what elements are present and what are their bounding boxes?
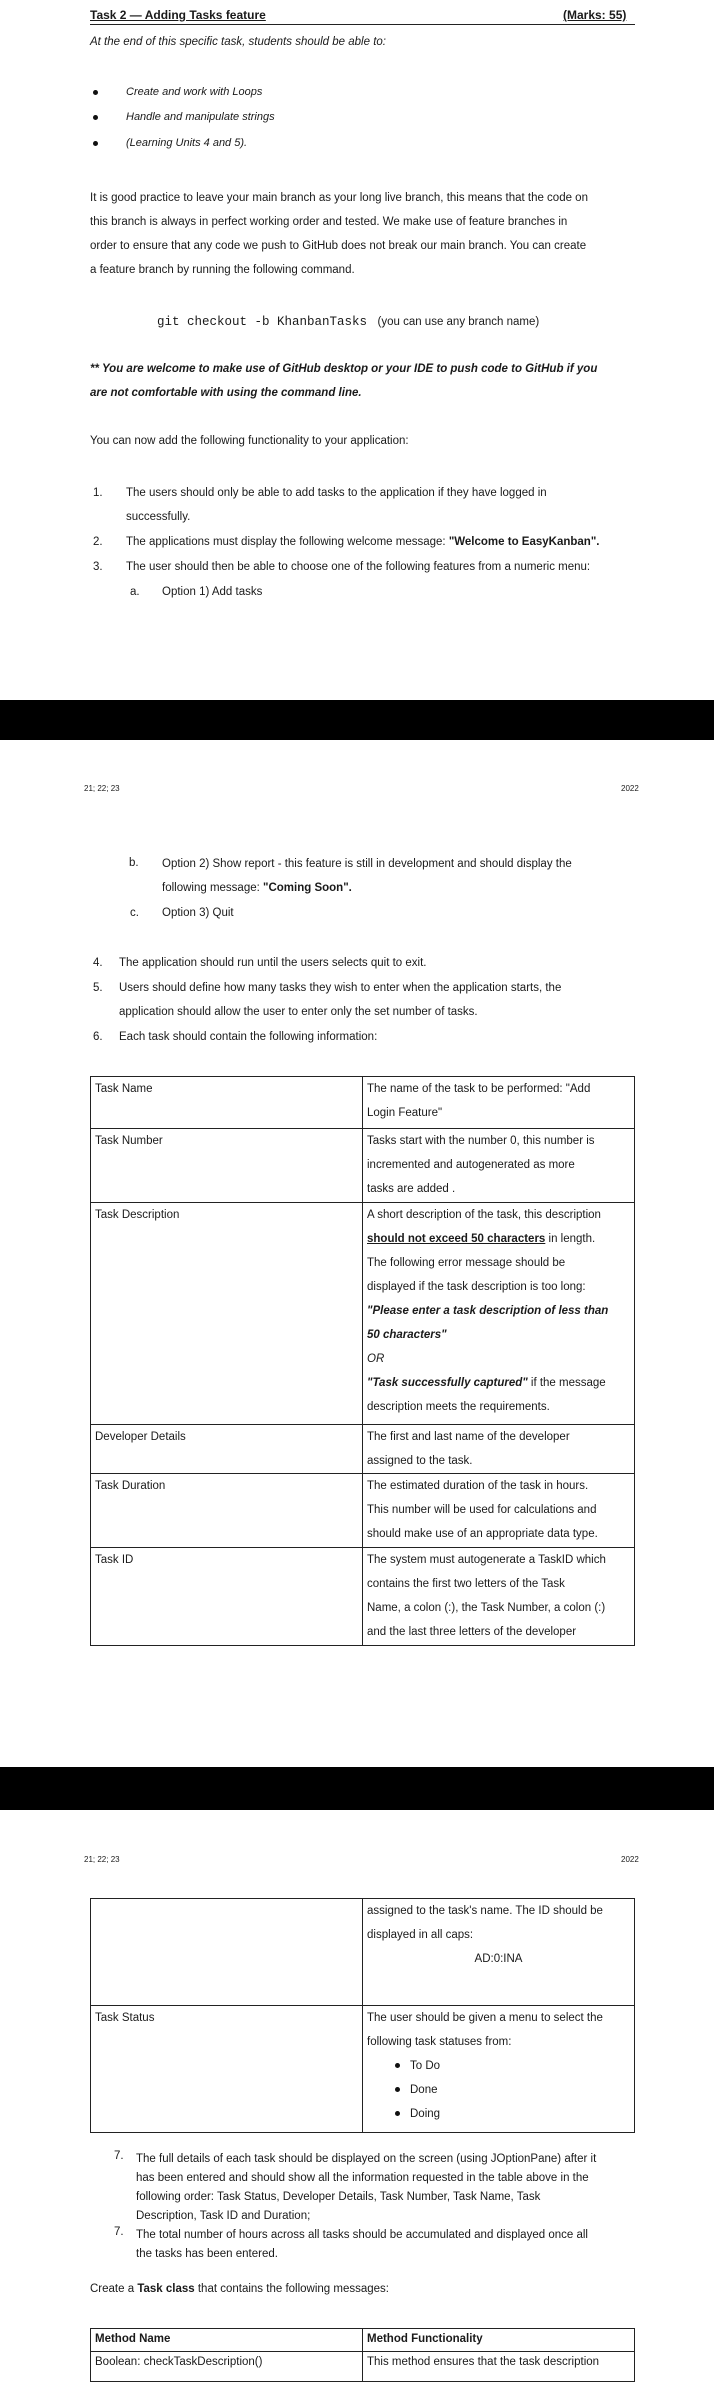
requirement-line: has been entered and should show all the information requested in the table above in the <box>136 2172 589 2184</box>
option-line <box>162 876 572 900</box>
page-separator <box>0 1767 714 1810</box>
requirement-1 <box>126 481 547 529</box>
table-key: Task Number <box>91 1129 363 1203</box>
table-key: Task Duration <box>91 1474 363 1548</box>
requirement-7-total-hours <box>136 2226 588 2264</box>
sub-item-label: a. <box>130 586 140 598</box>
item-number: 2. <box>93 536 103 548</box>
menu-option-3: Option 3) Quit <box>162 907 234 919</box>
requirement-3: The user should then be able to choose one of the following features from a numeric menu: <box>126 561 591 573</box>
table-value: Tasks start with the number 0, this number is incremented and autogenerated as more tasks are added . <box>363 1129 635 1203</box>
table-value: A short description of the task, this description should not exceed 50 characters in length. The following error message should be displayed if the task description is too long: "Please enter a task description of less than 50 characters" OR "Task successfully captured" if the message description meets the requirements. <box>363 1203 635 1425</box>
item-number: 7. <box>114 2150 124 2162</box>
title-underline <box>90 24 635 25</box>
outcome-item <box>93 111 108 123</box>
requirement-line: successfully. <box>126 511 191 523</box>
table-row <box>91 1129 635 1203</box>
paragraph-line: It is good practice to leave your main branch as your long live branch, this means that the code on <box>90 192 588 204</box>
method-table <box>90 2328 635 2382</box>
note-line: are not comfortable with using the command line. <box>90 387 362 399</box>
task-info-table <box>90 1076 635 1646</box>
table-value: assigned to the task's name. The ID should be displayed in all caps: AD:0:INA <box>363 1899 635 2006</box>
sub-item-label: c. <box>130 907 139 919</box>
sub-item-label: b. <box>129 857 139 869</box>
page-3 <box>0 1810 714 2381</box>
item-number: 5. <box>93 982 103 994</box>
requirement-text: The applications must display the following welcome message: <box>126 536 449 548</box>
marks-label: (Marks: 55) <box>563 8 627 22</box>
item-number: 3. <box>93 561 103 573</box>
example-task-id: AD:0:INA <box>474 1953 523 1965</box>
note-line: ** You are welcome to make use of GitHub desktop or your IDE to push code to GitHub if you <box>90 363 598 375</box>
bullet-icon <box>395 2087 400 2092</box>
requirement-line: the tasks has been entered. <box>136 2248 278 2260</box>
status-option: Doing <box>367 2102 630 2126</box>
table-value: The first and last name of the developer assigned to the task. <box>363 1425 635 1474</box>
item-number: 4. <box>93 957 103 969</box>
welcome-message: "Welcome to EasyKanban". <box>448 536 600 548</box>
bullet-icon <box>395 2111 400 2116</box>
table-row <box>91 2006 635 2133</box>
paragraph-line: a feature branch by running the following command. <box>90 264 355 276</box>
branch-paragraph <box>90 186 588 282</box>
table-key <box>91 1899 363 2006</box>
add-functionality-text: You can now add the following functionality to your application: <box>90 435 409 447</box>
table-row <box>91 2352 635 2382</box>
git-command-note: (you can use any branch name) <box>377 316 540 328</box>
column-header: Method Functionality <box>363 2329 635 2352</box>
table-row <box>91 1548 635 1646</box>
table-row <box>91 1425 635 1474</box>
outcome-item <box>93 137 108 149</box>
requirement-5 <box>119 976 561 1024</box>
task-info-table-continued <box>90 1898 635 2133</box>
table-key: Developer Details <box>91 1425 363 1474</box>
coming-soon-message: "Coming Soon". <box>263 882 352 894</box>
requirement-line: Users should define how many tasks they wish to enter when the application starts, the <box>119 982 562 994</box>
method-name: Boolean: checkTaskDescription() <box>91 2352 363 2382</box>
page-1 <box>0 0 714 700</box>
bullet-icon <box>93 141 98 146</box>
table-value: The name of the task to be performed: "Add Login Feature" <box>363 1077 635 1129</box>
option-line: Option 2) Show report - this feature is still in development and should display the <box>162 858 572 870</box>
table-key: Task Name <box>91 1077 363 1129</box>
outcome-text: Handle and manipulate strings <box>126 111 275 123</box>
requirement-2 <box>126 536 599 548</box>
table-key: Task Status <box>91 2006 363 2133</box>
git-command-line <box>157 312 539 330</box>
table-value: The estimated duration of the task in hours. This number will be used for calculations and should make use of an appropriate data type. <box>363 1474 635 1548</box>
item-number: 7. <box>114 2226 124 2238</box>
requirement-4: The application should run until the users selects quit to exit. <box>119 957 427 969</box>
outcome-item <box>93 86 108 98</box>
requirement-7-details <box>136 2150 596 2226</box>
page-2 <box>0 740 714 1767</box>
task-title: Task 2 — Adding Tasks feature <box>90 8 266 22</box>
table-row <box>91 1203 635 1425</box>
status-option: To Do <box>367 2054 630 2078</box>
table-row <box>91 1474 635 1548</box>
page-header-left: 21; 22; 23 <box>84 1855 120 1864</box>
outcome-text: (Learning Units 4 and 5). <box>126 137 248 149</box>
outcome-text: Create and work with Loops <box>126 86 263 98</box>
intro-text: At the end of this specific task, students should be able to: <box>90 36 386 48</box>
bullet-icon <box>395 2063 400 2068</box>
table-value: The system must autogenerate a TaskID which contains the first two letters of the Task Name, a colon (:), the Task Number, a colon (:) and the last three letters of the developer <box>363 1548 635 1646</box>
requirement-line: The full details of each task should be displayed on the screen (using JOptionPane) after it <box>136 2153 597 2165</box>
item-number: 6. <box>93 1031 103 1043</box>
github-note <box>90 357 597 405</box>
requirement-line: The total number of hours across all tasks should be accumulated and displayed once all <box>136 2229 588 2241</box>
table-key: Task Description <box>91 1203 363 1425</box>
table-row <box>91 1899 635 2006</box>
status-option: Done <box>367 2078 630 2102</box>
paragraph-line: order to ensure that any code we push to GitHub does not break our main branch. You can create <box>90 240 587 252</box>
bullet-icon <box>93 90 98 95</box>
requirement-line: application should allow the user to enter only the set number of tasks. <box>119 1006 478 1018</box>
table-header-row <box>91 2329 635 2352</box>
requirement-line: The users should only be able to add tasks to the application if they have logged in <box>126 487 547 499</box>
menu-option-2 <box>162 852 572 900</box>
page-header-right: 2022 <box>621 784 639 793</box>
requirement-6: Each task should contain the following information: <box>119 1031 378 1043</box>
task-class-instruction: Create a Task class that contains the following messages: <box>90 2283 389 2295</box>
menu-option-1: Option 1) Add tasks <box>162 586 263 598</box>
table-row <box>91 1077 635 1129</box>
page-separator <box>0 700 714 740</box>
bullet-icon <box>93 115 98 120</box>
method-functionality: This method ensures that the task description <box>363 2352 635 2382</box>
column-header: Method Name <box>91 2329 363 2352</box>
item-number: 1. <box>93 487 103 499</box>
table-key: Task ID <box>91 1548 363 1646</box>
requirement-line: following order: Task Status, Developer Details, Task Number, Task Name, Task <box>136 2191 541 2203</box>
page-header-right: 2022 <box>621 1855 639 1864</box>
page-header-left: 21; 22; 23 <box>84 784 120 793</box>
option-text: following message: <box>162 882 263 894</box>
paragraph-line: this branch is always in perfect working order and tested. We make use of feature branches in <box>90 216 568 228</box>
git-command: git checkout -b KhanbanTasks <box>157 315 368 329</box>
requirement-line: Description, Task ID and Duration; <box>136 2210 311 2222</box>
table-value: The user should be given a menu to select the following task statuses from: To Do Done Doing <box>363 2006 635 2133</box>
